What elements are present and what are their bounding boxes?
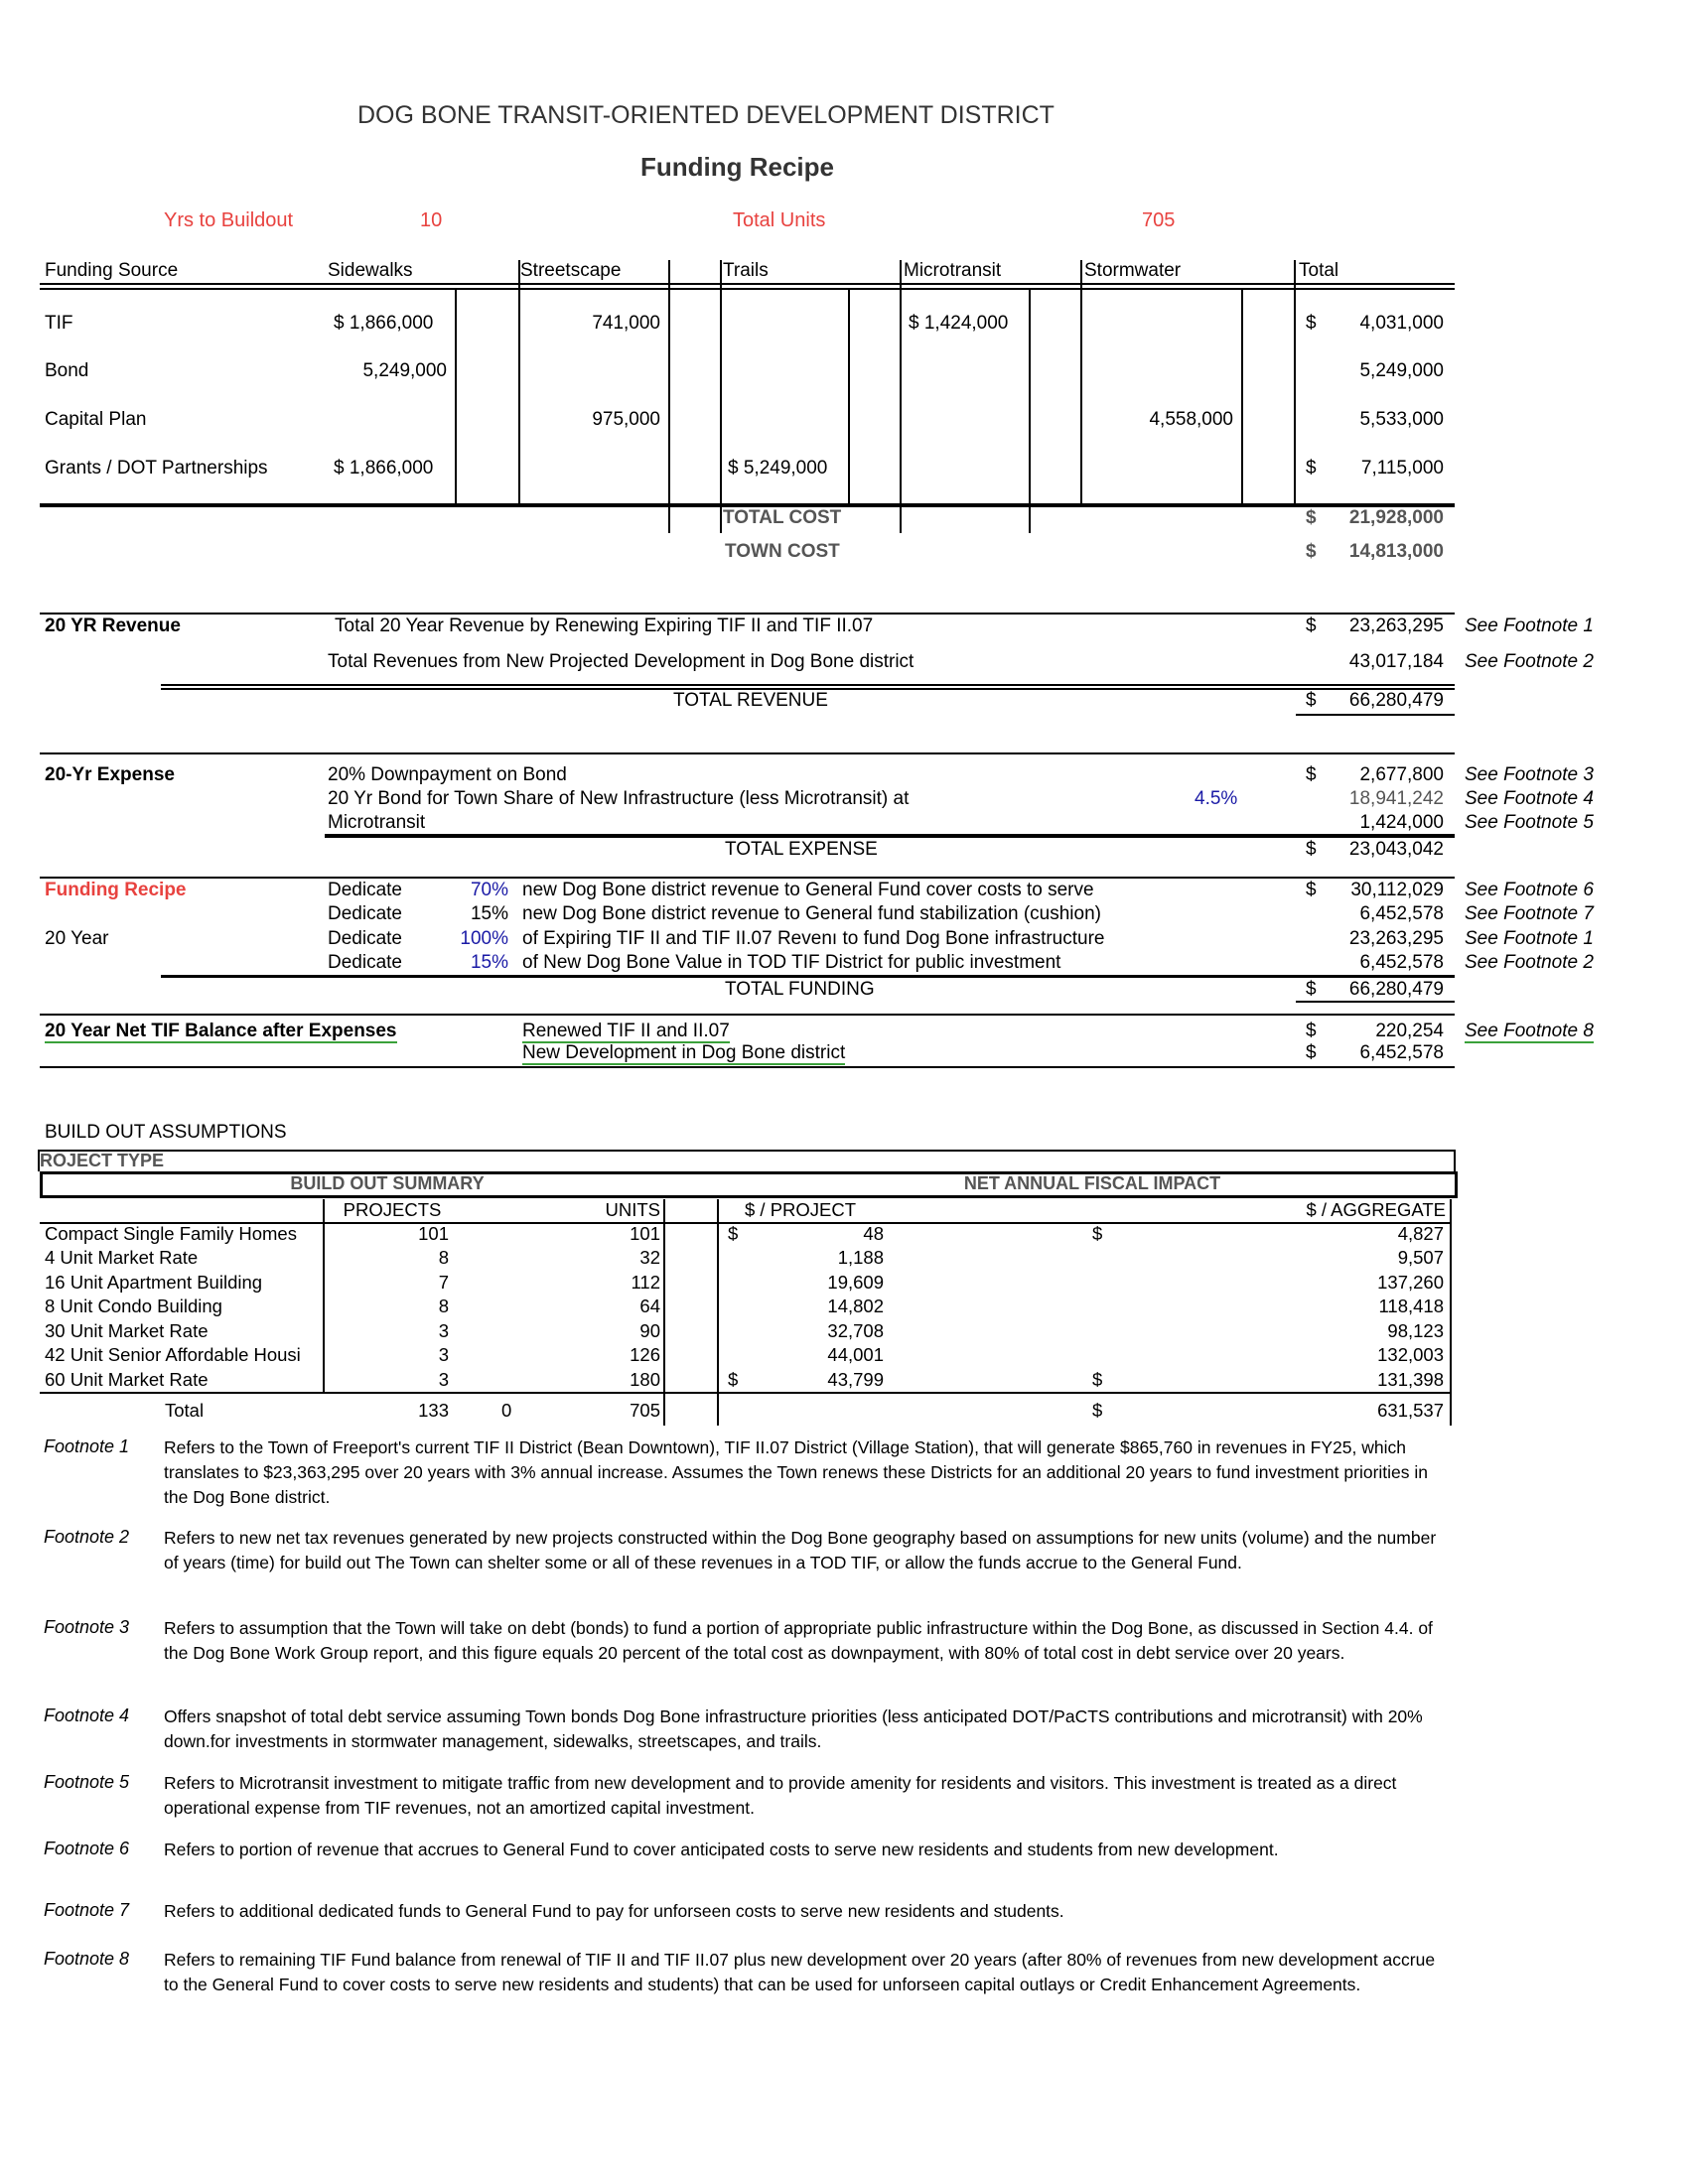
- recipe-note: See Footnote 2: [1465, 952, 1594, 973]
- revenue-label: 20 YR Revenue: [45, 615, 181, 636]
- aggregate-value: 98,123: [1387, 1320, 1444, 1341]
- cell-total: 7,115,000: [1360, 458, 1444, 478]
- net-balance-note: [1465, 1021, 1594, 1042]
- per-project-value: 44,001: [827, 1344, 884, 1365]
- col-divider: [1080, 260, 1082, 504]
- recipe-desc: of New Dog Bone Value in TOD TIF District for public investment: [522, 952, 1061, 973]
- expense-value: 18,941,242: [1348, 788, 1444, 809]
- col-divider: [668, 260, 670, 533]
- per-project-sym: $: [728, 1223, 739, 1244]
- total-funding-label: TOTAL FUNDING: [725, 979, 875, 1000]
- recipe-rule: [161, 975, 1455, 978]
- total-funding-value: 66,280,479: [1348, 979, 1444, 1000]
- revenue-rule-bottom: [1296, 714, 1455, 716]
- total-label: Total: [165, 1400, 205, 1421]
- total-aggregate: 631,537: [1377, 1400, 1444, 1421]
- cell-total-sym: $: [1306, 458, 1317, 478]
- total-revenue-value: 66,280,479: [1348, 690, 1444, 711]
- footnote-text: Refers to remaining TIF Fund balance from renewal of TIF II and TIF II.07 plus new development over 20 years (after 80% of revenues from new development accrue to the General Fund to cover costs to serve new residents and students) that can be used for unforseen capital outlays or Credit Enhancement Agreements.: [164, 1950, 1436, 1994]
- recipe-note: See Footnote 6: [1465, 880, 1594, 900]
- net-balance-label: [45, 1021, 397, 1042]
- total-projects: 133: [418, 1400, 449, 1421]
- net-rule-top: [40, 1014, 1455, 1016]
- town-cost-sym: $: [1306, 541, 1317, 562]
- net-balance-label-text: 20 Year Net TIF Balance after Expenses: [45, 1021, 397, 1041]
- net-balance-desc-text: Renewed TIF II and II.07: [522, 1021, 730, 1041]
- col-trails: Trails: [723, 260, 769, 281]
- projects-count: 8: [438, 1296, 449, 1316]
- units-count: 180: [630, 1369, 660, 1390]
- revenue-note: See Footnote 1: [1465, 615, 1594, 636]
- col-total: Total: [1299, 260, 1339, 281]
- cell-streetscape: 741,000: [592, 313, 660, 334]
- total-revenue-sym: $: [1306, 690, 1317, 711]
- project-type: 30 Unit Market Rate: [45, 1320, 209, 1341]
- total-units: 705: [630, 1400, 660, 1421]
- project-type: 42 Unit Senior Affordable Housi: [45, 1344, 301, 1365]
- col-divider: [1241, 288, 1243, 504]
- town-cost-value: 14,813,000: [1348, 541, 1444, 562]
- recipe-sym: $: [1306, 880, 1317, 900]
- net-balance-desc: [522, 1021, 730, 1042]
- net-balance-value: 6,452,578: [1359, 1042, 1444, 1063]
- per-project-sym: $: [728, 1369, 739, 1390]
- expense-desc: 20 Yr Bond for Town Share of New Infrastructure (less Microtransit) at: [328, 788, 910, 809]
- expense-rule: [325, 834, 1455, 838]
- project-type: 8 Unit Condo Building: [45, 1296, 222, 1316]
- buildout-bottom-rule: [40, 1392, 1452, 1394]
- footnote-label: Footnote 7: [44, 1900, 130, 1920]
- col-stormwater: Stormwater: [1084, 260, 1182, 281]
- recipe-pct: 15%: [470, 903, 508, 924]
- footnote-text: Refers to new net tax revenues generated by new projects constructed within the Dog Bone geography based on assumptions for new units (volume) and the number of years (time) for build out The Town can shelter some or all of these revenues in a TOD TIF, or allow the funds accrue to the General Fund.: [164, 1528, 1437, 1572]
- net-balance-desc: [522, 1042, 845, 1064]
- total-cost-value: 21,928,000: [1348, 507, 1444, 528]
- recipe-rule-top: [40, 877, 1455, 879]
- aggregate-value: 118,418: [1378, 1296, 1444, 1316]
- recipe-value: 23,263,295: [1348, 928, 1444, 949]
- revenue-note: See Footnote 2: [1465, 651, 1594, 672]
- col-units: UNITS: [605, 1199, 660, 1220]
- yrs-to-buildout-value: 10: [420, 209, 443, 231]
- col-divider: [323, 1199, 325, 1393]
- aggregate-value: 4,827: [1397, 1223, 1444, 1244]
- total-expense-value: 23,043,042: [1348, 839, 1444, 860]
- cell-microtransit: $ 1,424,000: [909, 313, 1009, 334]
- project-type: 4 Unit Market Rate: [45, 1247, 199, 1268]
- col-streetscape: Streetscape: [520, 260, 622, 281]
- total-funding-sym: $: [1306, 979, 1317, 1000]
- recipe-pct: 70%: [470, 880, 508, 900]
- recipe-desc: new Dog Bone district revenue to General fund stabilization (cushion): [522, 903, 1101, 924]
- projects-count: 3: [438, 1320, 449, 1341]
- per-project-value: 1,188: [837, 1247, 884, 1268]
- row-source: Bond: [45, 360, 89, 381]
- project-type: 60 Unit Market Rate: [45, 1369, 209, 1390]
- net-rule-bottom: [40, 1066, 1455, 1068]
- total-sym: $: [1092, 1400, 1103, 1421]
- footnote-label: Footnote 1: [44, 1436, 130, 1456]
- col-microtransit: Microtransit: [904, 260, 1002, 281]
- recipe-note: See Footnote 7: [1465, 903, 1594, 924]
- summary-label: BUILD OUT SUMMARY: [290, 1173, 485, 1193]
- town-cost-label: TOWN COST: [725, 541, 840, 562]
- page-title: DOG BONE TRANSIT-ORIENTED DEVELOPMENT DISTRICT: [357, 101, 1055, 129]
- net-balance-sym: $: [1306, 1021, 1317, 1041]
- cell-trails: $ 5,249,000: [728, 458, 828, 478]
- col-divider: [518, 260, 520, 504]
- revenue-rule-mid: [161, 684, 1455, 686]
- aggregate-sym: $: [1092, 1369, 1103, 1390]
- expense-sym: $: [1306, 764, 1317, 785]
- col-per-project: $ / PROJECT: [745, 1199, 857, 1220]
- aggregate-value: 131,398: [1377, 1369, 1444, 1390]
- col-divider: [455, 288, 457, 504]
- recipe-desc: new Dog Bone district revenue to General Fund cover costs to serve: [522, 880, 1094, 900]
- revenue-value: 23,263,295: [1348, 615, 1444, 636]
- footnote-label: Footnote 2: [44, 1527, 130, 1547]
- col-divider: [1294, 260, 1296, 504]
- cell-streetscape: 975,000: [592, 409, 660, 430]
- per-project-value: 32,708: [827, 1320, 884, 1341]
- projects-count: 3: [438, 1369, 449, 1390]
- total-units-value: 705: [1142, 209, 1176, 231]
- row-source: TIF: [45, 313, 73, 334]
- project-type: 16 Unit Apartment Building: [45, 1272, 263, 1293]
- aggregate-value: 9,507: [1397, 1247, 1444, 1268]
- recipe-value: 6,452,578: [1359, 903, 1444, 924]
- col-divider: [720, 260, 722, 533]
- recipe-label: Funding Recipe: [45, 880, 187, 900]
- recipe-rule-bottom: [1296, 1001, 1455, 1003]
- expense-value: 1,424,000: [1359, 812, 1444, 833]
- footnote-text: Refers to the Town of Freeport's current TIF II District (Bean Downtown), TIF II.07 District (Village Station), that will generate $865,760 in revenues in FY25, which translates to $23,363,295 over 20 years with 3% annual increase. Assumes the Town renews these Districts for an additional 20 years to fund investment priorities in the Dog Bone district.: [164, 1437, 1429, 1507]
- total-expense-sym: $: [1306, 839, 1317, 860]
- fiscal-label: NET ANNUAL FISCAL IMPACT: [963, 1173, 1221, 1193]
- col-divider: [1029, 288, 1031, 533]
- units-count: 112: [631, 1272, 660, 1293]
- project-type-box: [38, 1150, 1456, 1171]
- expense-value: 2,677,800: [1359, 764, 1444, 785]
- units-count: 32: [639, 1247, 660, 1268]
- recipe-desc: of Expiring TIF II and TIF II.07 Revenı to fund Dog Bone infrastructure: [522, 928, 1105, 949]
- row-source: Grants / DOT Partnerships: [45, 458, 268, 478]
- recipe-pct: 15%: [470, 952, 508, 973]
- aggregate-sym: $: [1092, 1223, 1103, 1244]
- recipe-pct: 100%: [460, 928, 508, 949]
- page-subtitle: Funding Recipe: [640, 152, 834, 182]
- recipe-value: 30,112,029: [1350, 880, 1444, 900]
- footnote-text: Refers to additional dedicated funds to General Fund to pay for unforseen costs to serve new residents and students.: [164, 1901, 1064, 1921]
- footnote-text: Refers to assumption that the Town will take on debt (bonds) to fund a portion of appropriate public infrastructure within the Dog Bone, as discussed in Section 4.4. of the Dog Bone Work Group report, and this figure equals 20 percent of the total cost as downpayment, with 80% of total cost in debt service over 20 years.: [164, 1618, 1433, 1663]
- project-type: Compact Single Family Homes: [45, 1223, 297, 1244]
- cell-sidewalks: 5,249,000: [362, 360, 447, 381]
- footnote-label: Footnote 4: [44, 1706, 130, 1725]
- revenue-desc: Total Revenues from New Projected Development in Dog Bone district: [328, 651, 914, 672]
- revenue-sym: $: [1306, 615, 1317, 636]
- total-units-label: Total Units: [733, 209, 826, 231]
- units-count: 126: [630, 1344, 660, 1365]
- buildout-title: BUILD OUT ASSUMPTIONS: [45, 1122, 287, 1143]
- net-balance-sym: $: [1306, 1042, 1317, 1063]
- per-project-value: 19,609: [827, 1272, 884, 1293]
- recipe-verb: Dedicate: [328, 903, 402, 924]
- expense-desc: Microtransit: [328, 812, 426, 833]
- total-cost-label: TOTAL COST: [723, 507, 842, 528]
- per-project-value: 48: [863, 1223, 884, 1244]
- row-source: Capital Plan: [45, 409, 147, 430]
- col-sidewalks: Sidewalks: [328, 260, 413, 281]
- cell-total-sym: $: [1306, 313, 1317, 334]
- footnote-text: Refers to portion of revenue that accrues to General Fund to cover anticipated costs to serve new residents and students from new development.: [164, 1840, 1279, 1859]
- expense-rule-top: [40, 752, 1455, 754]
- units-count: 64: [639, 1296, 660, 1316]
- aggregate-value: 137,260: [1377, 1272, 1444, 1293]
- recipe-verb: Dedicate: [328, 928, 402, 949]
- units-count: 101: [630, 1223, 660, 1244]
- expense-desc: 20% Downpayment on Bond: [328, 764, 567, 785]
- recipe-note: See Footnote 1: [1465, 928, 1594, 949]
- col-aggregate: $ / AGGREGATE: [1306, 1199, 1446, 1220]
- footnote-text: Refers to Microtransit investment to mitigate traffic from new development and to provide amenity for residents and visitors. This investment is treated as a direct operational expense from TIF revenues, not an amortized capital investment.: [164, 1773, 1397, 1818]
- expense-label: 20-Yr Expense: [45, 764, 175, 785]
- cell-total: 4,031,000: [1359, 313, 1444, 334]
- header-rule: [40, 283, 1455, 285]
- aggregate-value: 132,003: [1377, 1344, 1444, 1365]
- total-zero: 0: [501, 1400, 512, 1421]
- yrs-to-buildout-label: Yrs to Buildout: [164, 209, 294, 231]
- project-type-label: ROJECT TYPE: [40, 1151, 165, 1170]
- col-projects: PROJECTS: [343, 1199, 442, 1220]
- col-funding-source: Funding Source: [45, 260, 179, 281]
- cell-stormwater: 4,558,000: [1149, 409, 1233, 430]
- net-balance-note-text: See Footnote 8: [1465, 1021, 1594, 1041]
- expense-note: See Footnote 3: [1465, 764, 1594, 785]
- cell-sidewalks: $ 1,866,000: [334, 313, 434, 334]
- footnote-label: Footnote 6: [44, 1839, 130, 1858]
- recipe-verb: Dedicate: [328, 952, 402, 973]
- footnote-label: Footnote 5: [44, 1772, 130, 1792]
- revenue-desc: Total 20 Year Revenue by Renewing Expiring TIF II and TIF II.07: [335, 615, 874, 636]
- net-balance-value: 220,254: [1375, 1021, 1444, 1041]
- cell-total: 5,249,000: [1359, 360, 1444, 381]
- total-expense-label: TOTAL EXPENSE: [725, 839, 878, 860]
- col-divider: [900, 260, 902, 533]
- cell-sidewalks: $ 1,866,000: [334, 458, 434, 478]
- total-cost-sym: $: [1306, 507, 1317, 528]
- expense-note: See Footnote 5: [1465, 812, 1594, 833]
- units-count: 90: [639, 1320, 660, 1341]
- bond-rate: 4.5%: [1195, 788, 1238, 809]
- per-project-value: 14,802: [827, 1296, 884, 1316]
- projects-count: 3: [438, 1344, 449, 1365]
- revenue-rule-top: [40, 613, 1455, 614]
- projects-count: 7: [438, 1272, 449, 1293]
- col-divider: [848, 288, 850, 504]
- footnote-text: Offers snapshot of total debt service assuming Town bonds Dog Bone infrastructure priorities (less anticipated DOT/PaCTS contributions and microtransit) with 20% down.for investments in stormwater management, sidewalks, streetscapes, and trails.: [164, 1706, 1423, 1751]
- cell-total: 5,533,000: [1359, 409, 1444, 430]
- expense-note: See Footnote 4: [1465, 788, 1594, 809]
- footnote-label: Footnote 3: [44, 1617, 130, 1637]
- total-revenue-label: TOTAL REVENUE: [673, 690, 828, 711]
- projects-count: 8: [438, 1247, 449, 1268]
- per-project-value: 43,799: [827, 1369, 884, 1390]
- recipe-value: 6,452,578: [1359, 952, 1444, 973]
- net-balance-desc-text: New Development in Dog Bone district: [522, 1042, 846, 1063]
- revenue-value: 43,017,184: [1348, 651, 1444, 672]
- footnote-label: Footnote 8: [44, 1949, 130, 1969]
- recipe-sublabel: 20 Year: [45, 928, 109, 949]
- recipe-verb: Dedicate: [328, 880, 402, 900]
- projects-count: 101: [418, 1223, 449, 1244]
